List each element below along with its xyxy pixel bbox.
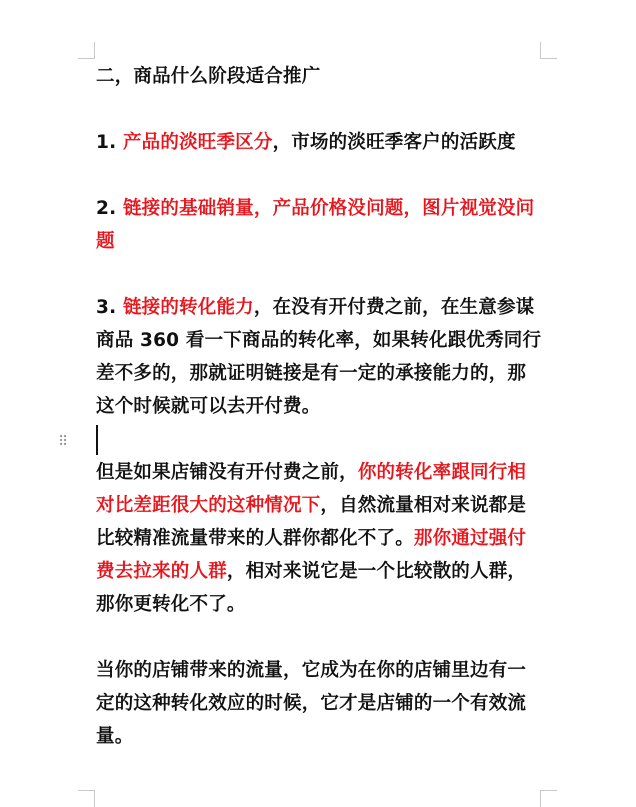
section-heading: 二，商品什么阶段适合推广 [96,66,321,87]
item-2-highlight: 链接的基础销量，产品价格没问题，图片视觉没问题 [96,198,535,252]
item-3-highlight: 链接的转化能力 [122,297,254,318]
paragraph-4-text-2: ，自然流量相对来说都是比较精准流量带来的人群你都化不了。 [96,495,527,549]
margin-mark-bottom-right [540,790,557,807]
item-1-highlight: 产品的淡旺季区分 [122,132,273,153]
item-3-text: ，在没有开付费之前，在生意参谋商品 360 看一下商品的转化率，如果转化跟优秀同行差不多的，那就证明链接是有一定的承接能力的，那这个时候就可以去开付费。 [96,297,542,417]
item-1-number: 1. [96,132,117,153]
paragraph-4-text-3: ，相对来说它是一个比较散的人群，那你更转化不了。 [96,561,527,615]
item-2 [96,192,542,258]
margin-mark-bottom-left [78,790,95,807]
item-3-number: 3. [96,297,117,318]
text-cursor [96,425,98,455]
blank-line [96,621,542,654]
blank-line [96,93,542,126]
item-2-number: 2. [96,198,117,219]
item-3 [96,291,542,423]
item-1-text: ，市场的淡旺季客户的活跃度 [272,132,516,153]
document-body[interactable] [96,60,542,753]
item-1 [96,126,542,159]
blank-line [96,258,542,291]
paragraph-4-highlight-2: 那你通过强付费去拉来的人群 [96,528,527,582]
drag-handle-icon[interactable]: ⠿ [58,434,68,450]
paragraph-4-highlight-1: 你的转化率跟同行相对比差距很大的这种情况下 [96,462,527,516]
margin-mark-top-right [540,42,557,59]
margin-mark-top-left [78,42,95,59]
empty-line-with-cursor[interactable] [96,423,542,456]
blank-line [96,159,542,192]
paragraph-4-text-1: 但是如果店铺没有开付费之前， [96,462,358,483]
paragraph-4 [96,456,542,621]
paragraph-5: 当你的店铺带来的流量，它成为在你的店铺里边有一定的这种转化效应的时候，它才是店铺的一个有效流量。 [96,660,527,747]
